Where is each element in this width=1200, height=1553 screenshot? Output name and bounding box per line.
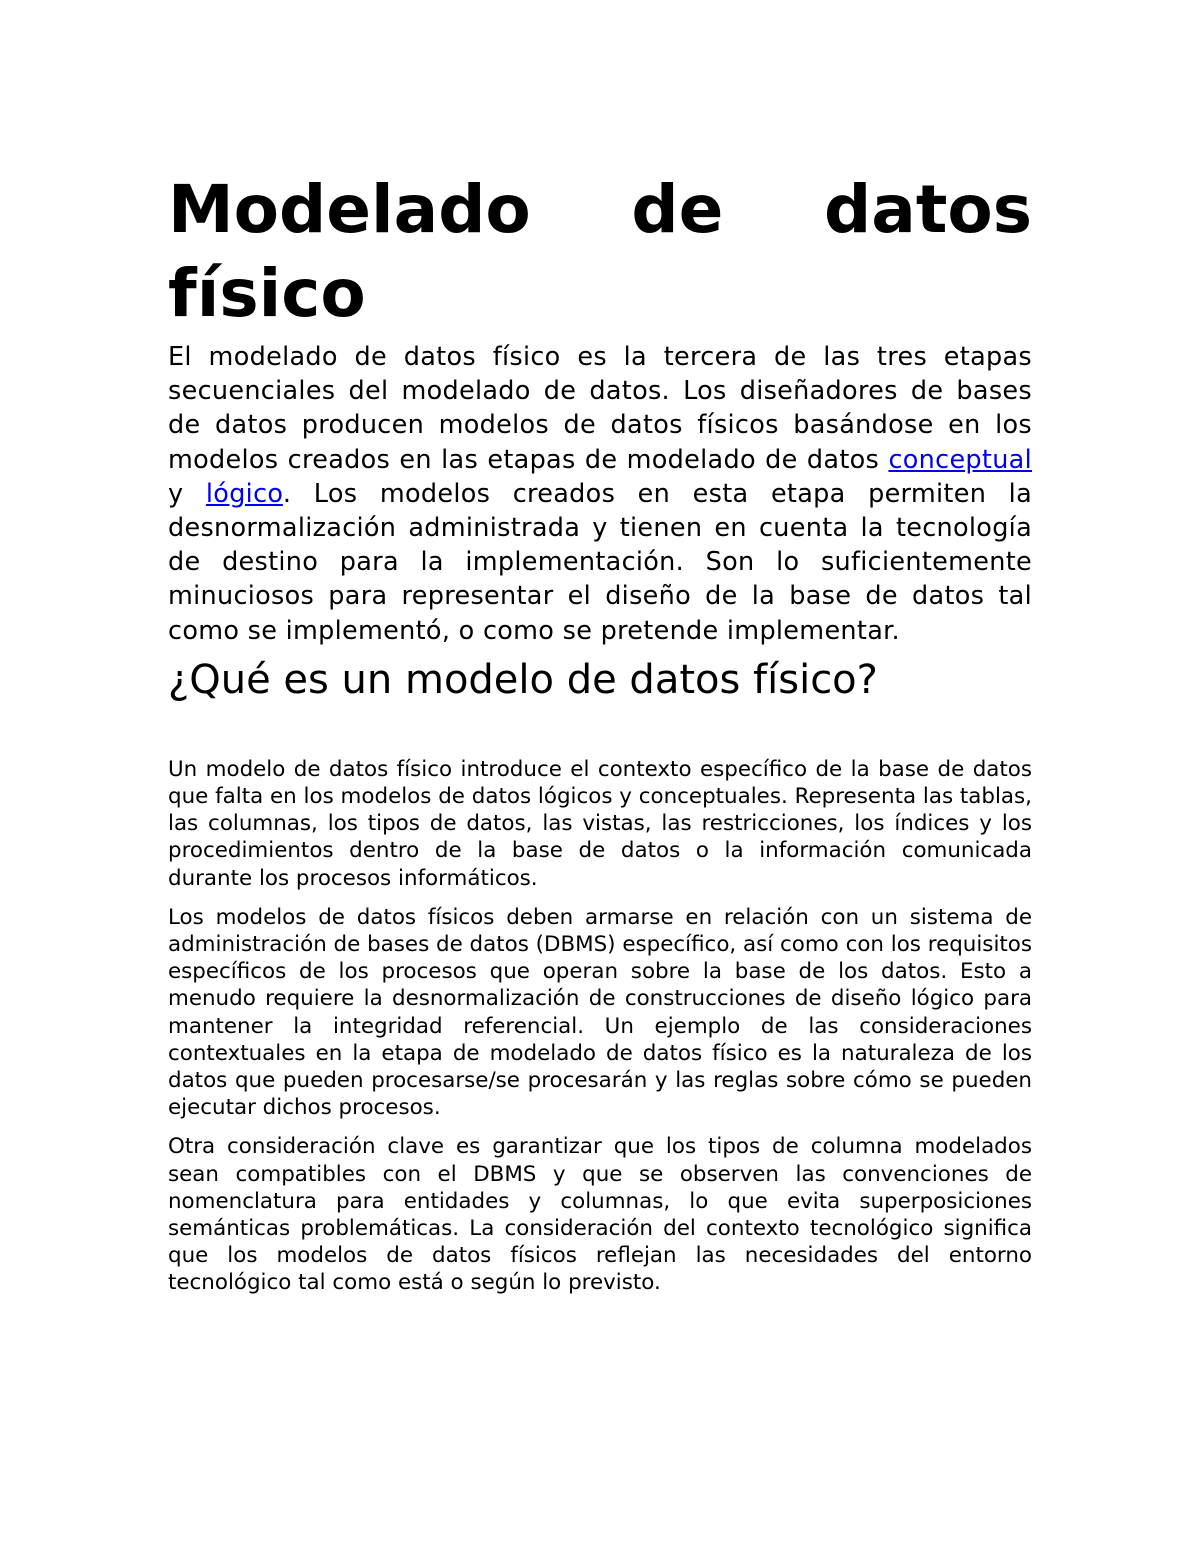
intro-text-2: y [168, 478, 206, 509]
intro-paragraph [168, 340, 1032, 648]
document-title: Modelado de datos físico [168, 171, 1032, 332]
body-paragraph-3: Otra consideración clave es garantizar que los tipos de columna modelados sean compatibles con el DBMS y que se observen las convenciones de nomenclatura para entidades y columnas, lo que evita superposiciones semánticas problemáticas. La consideración del contexto tecnológico significa que los modelos de datos físicos reflejan las necesidades del entorno tecnológico tal como está o según lo previsto. [168, 1134, 1032, 1296]
section-heading: ¿Qué es un modelo de datos físico? [168, 656, 878, 703]
body-paragraph-2: Los modelos de datos físicos deben armarse en relación con un sistema de administración de bases de datos (DBMS) específico, así como con los requisitos específicos de los procesos que operan sobre la base de los datos. Esto a menudo requiere la desnormalización de construcciones de diseño lógico para mantener la integridad referencial. Un ejemplo de las consideraciones contextuales en la etapa de modelado de datos físico es la naturaleza de los datos que pueden procesarse/se procesarán y las reglas sobre cómo se pueden ejecutar dichos procesos. [168, 904, 1033, 1121]
intro-text-1: El modelado de datos físico es la tercera de las tres etapas secuenciales del modelado de datos. Los diseñadores de bases de datos producen modelos de datos físicos basándose en los modelos creados en las etapas de modelado de datos [168, 342, 1032, 475]
intro-text-3: . Los modelos creados en esta etapa permiten la desnormalización administrada y tienen en cuenta la tecnología de destino para la implementación. Son lo suficientemente minuciosos para representar el diseño de la base de datos tal como se implementó, o como se pretende implementar. [168, 478, 1032, 646]
logico-link[interactable]: lógico [205, 478, 283, 509]
document-page [168, 168, 1032, 1297]
conceptual-link[interactable]: conceptual [888, 444, 1032, 475]
body-paragraph-1: Un modelo de datos físico introduce el contexto específico de la base de datos que falta en los modelos de datos lógicos y conceptuales. Representa las tablas, las columnas, los tipos de datos, las vistas, las restricciones, los índices y los procedimientos dentro de la base de datos o la información comunicada durante los procesos informáticos. [168, 756, 1032, 891]
